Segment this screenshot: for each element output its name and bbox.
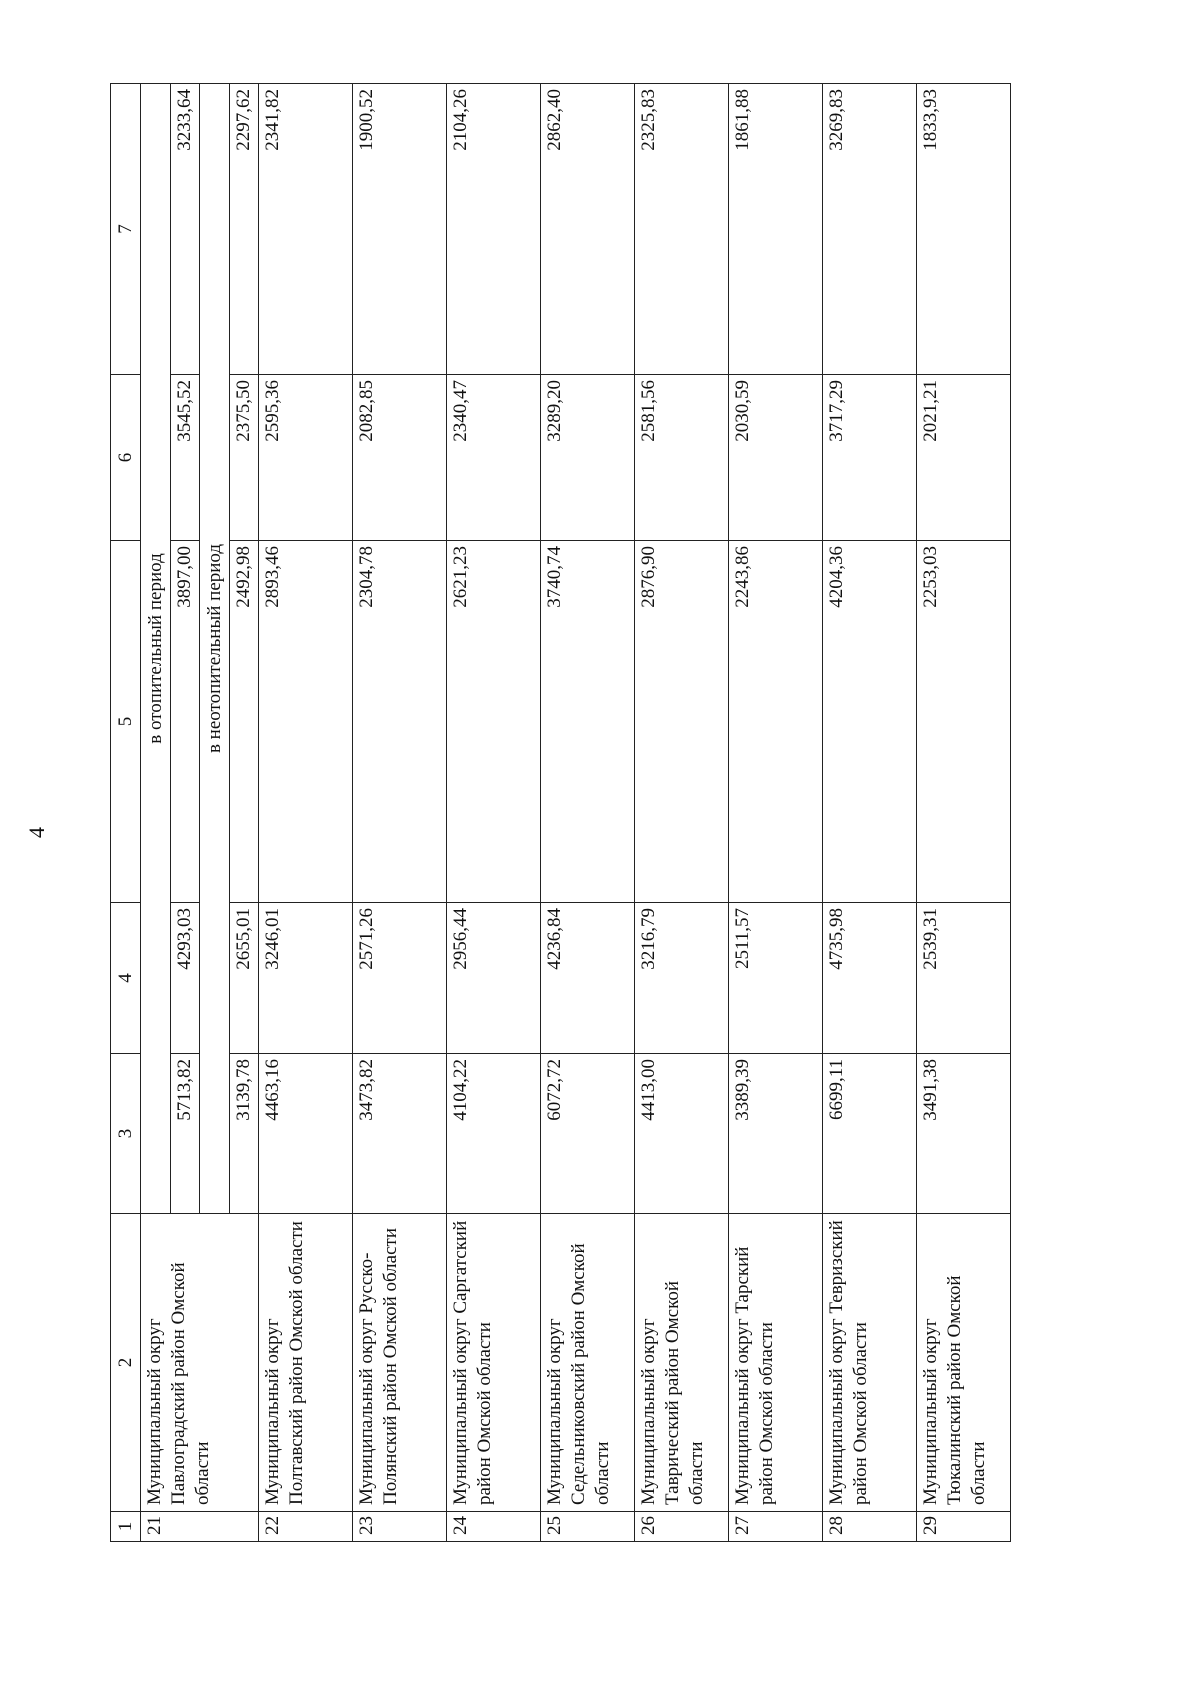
value-cell: 2325,83 xyxy=(635,84,729,375)
column-number: 4 xyxy=(111,903,141,1054)
value-cell: 3139,78 xyxy=(230,1054,259,1214)
value-cell: 3545,52 xyxy=(171,375,200,541)
value-cell: 4204,36 xyxy=(823,541,917,903)
value-cell: 2341,82 xyxy=(259,84,353,375)
value-cell: 3233,64 xyxy=(171,84,200,375)
value-cell: 2511,57 xyxy=(729,903,823,1054)
table-row xyxy=(823,84,917,1542)
column-number: 2 xyxy=(111,1214,141,1512)
municipality-name: Муниципальный округ Тарский район Омской области xyxy=(729,1214,823,1512)
value-cell: 4293,03 xyxy=(171,903,200,1054)
value-cell: 2340,47 xyxy=(447,375,541,541)
value-cell: 2243,86 xyxy=(729,541,823,903)
row-number: 29 xyxy=(917,1512,1011,1542)
value-cell: 3216,79 xyxy=(635,903,729,1054)
row-number: 28 xyxy=(823,1512,917,1542)
value-cell: 3269,83 xyxy=(823,84,917,375)
value-cell: 2539,31 xyxy=(917,903,1011,1054)
value-cell: 3473,82 xyxy=(353,1054,447,1214)
empty-cell xyxy=(171,1512,200,1542)
value-cell: 2595,36 xyxy=(259,375,353,541)
value-cell: 2655,01 xyxy=(230,903,259,1054)
value-cell: 2375,50 xyxy=(230,375,259,541)
value-cell: 2876,90 xyxy=(635,541,729,903)
municipality-name: Муниципальный округ Седельниковский район Омской области xyxy=(541,1214,635,1512)
column-number-row xyxy=(111,84,141,1542)
table-row xyxy=(141,84,171,1542)
period-label-non-heating: в неотопительный период xyxy=(200,84,230,1214)
value-cell: 6699,11 xyxy=(823,1054,917,1214)
row-number: 21 xyxy=(141,1512,171,1542)
municipality-name: Муниципальный округ Русско-Полянский район Омской области xyxy=(353,1214,447,1512)
value-cell: 5713,82 xyxy=(171,1054,200,1214)
value-cell: 4236,84 xyxy=(541,903,635,1054)
value-cell: 2621,23 xyxy=(447,541,541,903)
row-number: 26 xyxy=(635,1512,729,1542)
tariff-table-rotated xyxy=(110,84,1039,1542)
value-cell: 1900,52 xyxy=(353,84,447,375)
row-number: 25 xyxy=(541,1512,635,1542)
row-number: 22 xyxy=(259,1512,353,1542)
value-cell: 2082,85 xyxy=(353,375,447,541)
value-cell: 2021,21 xyxy=(917,375,1011,541)
value-cell: 4735,98 xyxy=(823,903,917,1054)
row-number: 23 xyxy=(353,1512,447,1542)
table-row xyxy=(447,84,541,1542)
table-row xyxy=(259,84,353,1542)
municipality-name: Муниципальный округ Павлоградский район Омской области xyxy=(141,1214,259,1512)
table-row xyxy=(729,84,823,1542)
period-label-heating: в отопительный период xyxy=(141,84,171,1214)
empty-cell xyxy=(200,1512,230,1542)
value-cell: 2571,26 xyxy=(353,903,447,1054)
value-cell: 2030,59 xyxy=(729,375,823,541)
value-cell: 2253,03 xyxy=(917,541,1011,903)
value-cell: 3740,74 xyxy=(541,541,635,903)
municipality-name: Муниципальный округ Саргатский район Омской области xyxy=(447,1214,541,1512)
column-number: 5 xyxy=(111,541,141,903)
value-cell: 3897,00 xyxy=(171,541,200,903)
value-cell: 6072,72 xyxy=(541,1054,635,1214)
municipality-name: Муниципальный округ Тевризский район Омской области xyxy=(823,1214,917,1512)
value-cell: 2581,56 xyxy=(635,375,729,541)
tariff-table xyxy=(110,83,1011,1542)
value-cell: 4104,22 xyxy=(447,1054,541,1214)
column-number: 3 xyxy=(111,1054,141,1214)
table-row xyxy=(541,84,635,1542)
column-number: 1 xyxy=(111,1512,141,1542)
municipality-name: Муниципальный округ Тюкалинский район Омской области xyxy=(917,1214,1011,1512)
table-row xyxy=(635,84,729,1542)
value-cell: 3246,01 xyxy=(259,903,353,1054)
row-number: 24 xyxy=(447,1512,541,1542)
municipality-name: Муниципальный округ Таврический район Омской области xyxy=(635,1214,729,1512)
value-cell: 1861,88 xyxy=(729,84,823,375)
empty-cell xyxy=(230,1512,259,1542)
column-number: 7 xyxy=(111,84,141,375)
value-cell: 2956,44 xyxy=(447,903,541,1054)
value-cell: 3491,38 xyxy=(917,1054,1011,1214)
municipality-name: Муниципальный округ Полтавский район Омской области xyxy=(259,1214,353,1512)
row-number: 27 xyxy=(729,1512,823,1542)
value-cell: 2104,26 xyxy=(447,84,541,375)
value-cell: 2304,78 xyxy=(353,541,447,903)
value-cell: 2297,62 xyxy=(230,84,259,375)
value-cell: 3289,20 xyxy=(541,375,635,541)
value-cell: 1833,93 xyxy=(917,84,1011,375)
column-number: 6 xyxy=(111,375,141,541)
value-cell: 2893,46 xyxy=(259,541,353,903)
value-cell: 4463,16 xyxy=(259,1054,353,1214)
value-cell: 2862,40 xyxy=(541,84,635,375)
value-cell: 3717,29 xyxy=(823,375,917,541)
value-cell: 4413,00 xyxy=(635,1054,729,1214)
value-cell: 2492,98 xyxy=(230,541,259,903)
page-number: 4 xyxy=(24,827,49,838)
table-row xyxy=(353,84,447,1542)
table-row xyxy=(917,84,1011,1542)
value-cell: 3389,39 xyxy=(729,1054,823,1214)
